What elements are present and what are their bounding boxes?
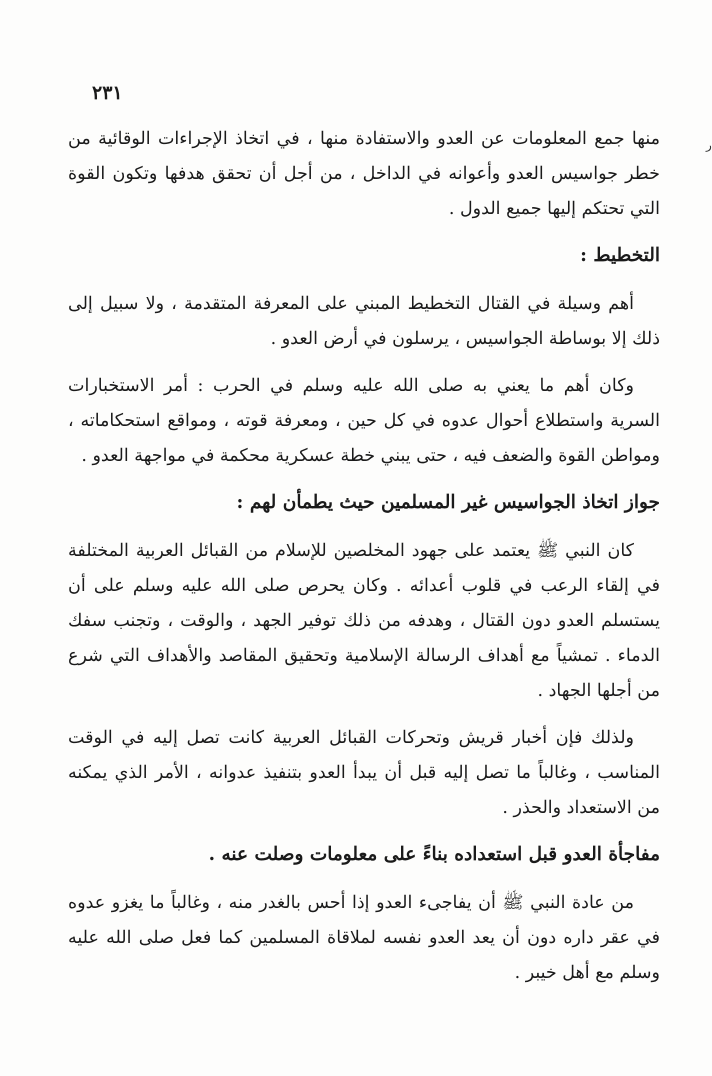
- paragraph-planning-spies: أهم وسيلة في القتال التخطيط المبني على المعرفة المتقدمة ، ولا سبيل إلى ذلك إلا بوساطة الجواسيس ، يرسلون في أرض العدو .: [68, 294, 660, 349]
- page-body: [68, 122, 660, 1003]
- page-number: ٢٣١: [92, 82, 123, 104]
- paragraph-khaybar: من عادة النبي ﷺ أن يفاجىء العدو إذا أحس بالغدر منه ، وغالباً ما يغزو عدوه في عقر داره دون أن يعد العدو نفسه لملاقاة المسلمين كما فعل صلى الله عليه وسلم مع أهل خيبر .: [68, 893, 660, 983]
- heading-surprise-enemy: مفاجأة العدو قبل استعداده بناءً على معلومات وصلت عنه .: [208, 844, 660, 865]
- heading-non-muslim-spies: جواز اتخاذ الجواسيس غير المسلمين حيث يطمأن لهم :: [236, 492, 660, 513]
- margin-mark: ر: [706, 138, 712, 152]
- paragraph-intelligence-gathering: منها جمع المعلومات عن العدو والاستفادة منها ، في اتخاذ الإجراءات الوقائية من خطر جواسيس العدو وأعوانه في الداخل ، من أجل أن تحقق هدفها وتكون القوة التي تحتكم إليها جميع الدول .: [68, 129, 660, 219]
- paragraph-quraysh-news: ولذلك فإن أخبار قريش وتحركات القبائل العربية كانت تصل إليه في الوقت المناسب ، وغالباً ما تصل إليه قبل أن يبدأ العدو بتنفيذ عدوانه ، الأمر الذي يمكنه من الاستعداد والحذر .: [68, 728, 660, 818]
- paragraph-secret-intelligence: وكان أهم ما يعني به صلى الله عليه وسلم في الحرب : أمر الاستخبارات السرية واستطلاع أحوال عدوه في كل حين ، ومعرفة قوته ، ومواقع استحكاماته ، ومواطن القوة والضعف فيه ، حتى يبني خطة عسكرية محكمة في مواجهة العدو .: [68, 376, 660, 466]
- heading-planning: التخطيط :: [580, 245, 660, 266]
- paragraph-arab-tribes-effort: كان النبي ﷺ يعتمد على جهود المخلصين للإسلام من القبائل العربية المختلفة في إلقاء الرعب في قلوب أعدائه . وكان يحرص صلى الله عليه وسلم على أن يستسلم العدو دون القتال ، وهدفه من ذلك توفير الجهد ، والوقت ، وتجنب سفك الدماء . تمشياً مع أهداف الرسالة الإسلامية وتحقيق المقاصد والأهداف التي شرع من أجلها الجهاد .: [68, 541, 660, 701]
